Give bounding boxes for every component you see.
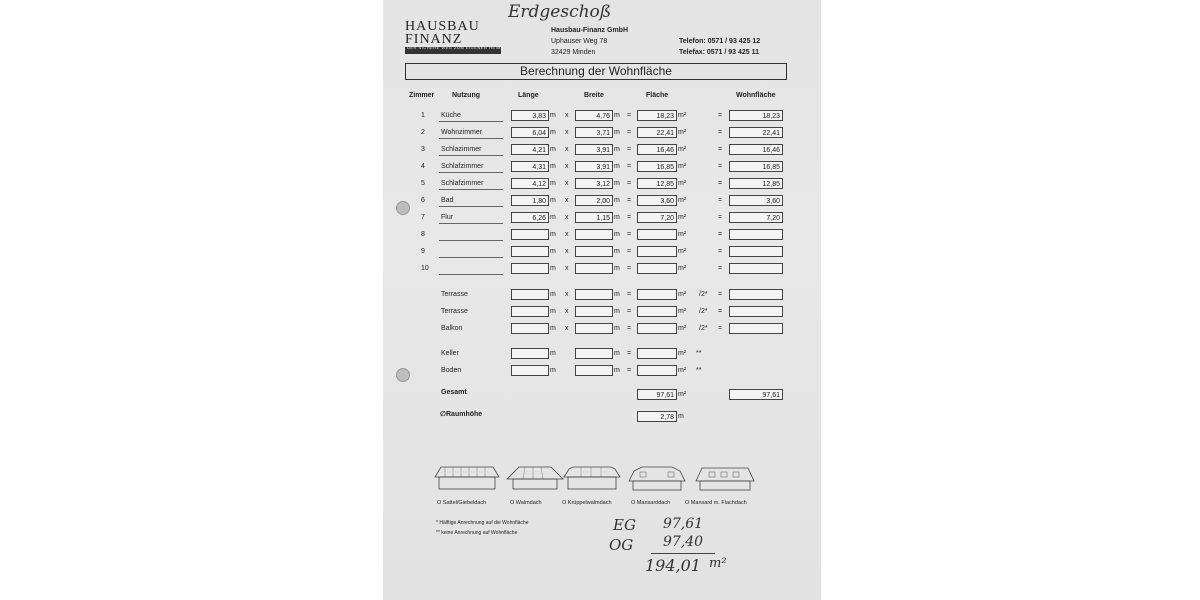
company-phone: Telefon: 0571 / 93 425 12 bbox=[679, 38, 761, 45]
outdoor-length bbox=[511, 306, 549, 317]
multiply-sign: x bbox=[565, 163, 569, 170]
room-width bbox=[575, 263, 613, 274]
equals-sign: = bbox=[627, 367, 632, 374]
mansard-flat-roof-house-icon bbox=[693, 465, 757, 491]
room-living-area bbox=[729, 263, 783, 274]
room-number: 10 bbox=[421, 265, 429, 272]
length-unit: m bbox=[550, 231, 556, 238]
equals-sign: = bbox=[627, 112, 632, 119]
basement-width bbox=[575, 365, 613, 376]
area-unit: m² bbox=[678, 248, 687, 255]
area-unit: m² bbox=[678, 180, 687, 187]
length-unit: m bbox=[550, 350, 556, 357]
equals-sign: = bbox=[718, 197, 723, 204]
width-unit: m bbox=[614, 146, 620, 153]
width-unit: m bbox=[614, 197, 620, 204]
equals-sign: = bbox=[718, 129, 723, 136]
length-unit: m bbox=[550, 291, 556, 298]
room-number: 5 bbox=[421, 180, 425, 187]
area-unit: m² bbox=[678, 146, 687, 153]
length-unit: m bbox=[550, 146, 556, 153]
room-height-label: ∅Raumhöhe bbox=[440, 411, 483, 418]
width-unit: m bbox=[614, 163, 620, 170]
room-living-area bbox=[729, 246, 783, 257]
hand-total-unit: m² bbox=[709, 556, 727, 571]
width-unit: m bbox=[614, 265, 620, 272]
area-unit: m² bbox=[678, 265, 687, 272]
roof-option-mansard-flat: O Mansard m. Flachdach bbox=[685, 500, 747, 506]
multiply-sign: x bbox=[565, 265, 569, 272]
footnote-half: * Hälftige Anrechnung auf die Wohnfläche bbox=[436, 520, 529, 526]
length-unit: m bbox=[550, 197, 556, 204]
room-width: 3,71 bbox=[575, 127, 613, 138]
roof-option-walm: O Walmdach bbox=[510, 500, 542, 506]
no-count-marker: ** bbox=[696, 350, 702, 357]
room-number: 1 bbox=[421, 112, 425, 119]
company-address bbox=[551, 25, 628, 58]
equals-sign: = bbox=[718, 325, 723, 332]
length-unit: m bbox=[550, 308, 556, 315]
company-street: Uphauser Weg 78 bbox=[551, 38, 608, 45]
room-row bbox=[383, 262, 821, 276]
room-number: 3 bbox=[421, 146, 425, 153]
equals-sign: = bbox=[627, 129, 632, 136]
half-marker: /2* bbox=[699, 325, 708, 332]
room-width bbox=[575, 246, 613, 257]
width-unit: m bbox=[614, 112, 620, 119]
mansard-roof-house-icon bbox=[626, 465, 688, 491]
length-unit: m bbox=[550, 129, 556, 136]
equals-sign: = bbox=[627, 291, 632, 298]
col-header-wohnflaeche: Wohnfläche bbox=[736, 92, 776, 99]
room-length: 3,83 bbox=[511, 110, 549, 121]
length-unit: m bbox=[550, 265, 556, 272]
outdoor-living-area bbox=[729, 306, 783, 317]
room-row bbox=[383, 228, 821, 242]
room-living-area: 16,46 bbox=[729, 144, 783, 155]
roof-option-kruppelwalm: O Krüppelwalmdach bbox=[562, 500, 612, 506]
equals-sign: = bbox=[718, 248, 723, 255]
multiply-sign: x bbox=[565, 197, 569, 204]
room-living-area: 16,85 bbox=[729, 161, 783, 172]
outdoor-label: Terrasse bbox=[441, 308, 468, 315]
area-unit: m² bbox=[678, 129, 687, 136]
outdoor-row bbox=[383, 288, 821, 302]
room-area: 18,23 bbox=[637, 110, 677, 121]
room-width: 3,91 bbox=[575, 161, 613, 172]
multiply-sign: x bbox=[565, 308, 569, 315]
outdoor-row bbox=[383, 305, 821, 319]
handwritten-floor-label: Erdgeschoß bbox=[508, 2, 612, 22]
room-name bbox=[439, 229, 503, 241]
company-name: Hausbau-Finanz GmbH bbox=[551, 27, 629, 34]
hand-og-label: OG bbox=[609, 536, 634, 554]
room-area: 7,20 bbox=[637, 212, 677, 223]
col-header-flaeche: Fläche bbox=[646, 92, 669, 99]
outdoor-label: Balkon bbox=[441, 325, 463, 332]
basement-label: Keller bbox=[441, 350, 459, 357]
width-unit: m bbox=[614, 308, 620, 315]
equals-sign: = bbox=[718, 112, 723, 119]
room-row bbox=[383, 211, 821, 225]
width-unit: m bbox=[614, 291, 620, 298]
area-unit: m² bbox=[678, 325, 687, 332]
basement-length bbox=[511, 365, 549, 376]
outdoor-row bbox=[383, 322, 821, 336]
col-header-breite: Breite bbox=[584, 92, 604, 99]
multiply-sign: x bbox=[565, 146, 569, 153]
area-unit: m² bbox=[678, 163, 687, 170]
area-unit: m² bbox=[678, 214, 687, 221]
basement-row bbox=[383, 347, 821, 361]
length-unit: m bbox=[550, 325, 556, 332]
room-height-value: 2,78 bbox=[637, 411, 677, 422]
basement-label: Boden bbox=[441, 367, 462, 374]
room-number: 6 bbox=[421, 197, 425, 204]
room-area: 12,85 bbox=[637, 178, 677, 189]
multiply-sign: x bbox=[565, 129, 569, 136]
area-unit: m² bbox=[678, 197, 687, 204]
document-page bbox=[383, 0, 821, 600]
room-area bbox=[637, 229, 677, 240]
length-unit: m bbox=[550, 112, 556, 119]
equals-sign: = bbox=[718, 265, 723, 272]
equals-sign: = bbox=[627, 248, 632, 255]
company-city: 32429 Minden bbox=[551, 49, 596, 56]
length-unit: m bbox=[550, 248, 556, 255]
company-logo bbox=[405, 20, 503, 54]
room-width: 1,15 bbox=[575, 212, 613, 223]
width-unit: m bbox=[614, 248, 620, 255]
area-unit: m² bbox=[678, 112, 687, 119]
half-marker: /2* bbox=[699, 291, 708, 298]
room-row bbox=[383, 194, 821, 208]
room-length: 4,31 bbox=[511, 161, 549, 172]
room-number: 2 bbox=[421, 129, 425, 136]
total-area-value: 97,61 bbox=[637, 389, 677, 400]
room-row bbox=[383, 143, 821, 157]
multiply-sign: x bbox=[565, 214, 569, 221]
length-unit: m bbox=[550, 214, 556, 221]
room-row bbox=[383, 109, 821, 123]
outdoor-width bbox=[575, 289, 613, 300]
equals-sign: = bbox=[627, 214, 632, 221]
half-marker: /2* bbox=[699, 308, 708, 315]
hand-total-value: 194,01 bbox=[645, 556, 701, 575]
room-width: 3,91 bbox=[575, 144, 613, 155]
room-length: 4,21 bbox=[511, 144, 549, 155]
multiply-sign: x bbox=[565, 112, 569, 119]
room-length bbox=[511, 229, 549, 240]
equals-sign: = bbox=[627, 265, 632, 272]
outdoor-length bbox=[511, 323, 549, 334]
width-unit: m bbox=[614, 325, 620, 332]
room-width: 2,00 bbox=[575, 195, 613, 206]
outdoor-area bbox=[637, 306, 677, 317]
roof-option-sattel: O Sattel/Giebeldach bbox=[437, 500, 487, 506]
room-area bbox=[637, 263, 677, 274]
room-name: Bad bbox=[439, 195, 503, 207]
room-length: 6,04 bbox=[511, 127, 549, 138]
length-unit: m bbox=[550, 163, 556, 170]
room-row bbox=[383, 126, 821, 140]
basement-width bbox=[575, 348, 613, 359]
hand-og-value: 97,40 bbox=[663, 534, 704, 550]
room-number: 4 bbox=[421, 163, 425, 170]
form-title: Berechnung der Wohnfläche bbox=[405, 63, 787, 80]
area-unit: m² bbox=[678, 291, 687, 298]
room-width: 3,12 bbox=[575, 178, 613, 189]
equals-sign: = bbox=[718, 146, 723, 153]
equals-sign: = bbox=[718, 163, 723, 170]
outdoor-length bbox=[511, 289, 549, 300]
room-name: Flur bbox=[439, 212, 503, 224]
room-name: Schlafzimmer bbox=[439, 161, 503, 173]
width-unit: m bbox=[614, 231, 620, 238]
width-unit: m bbox=[614, 214, 620, 221]
outdoor-living-area bbox=[729, 323, 783, 334]
punch-hole-bottom bbox=[396, 368, 410, 382]
room-name bbox=[439, 263, 503, 275]
room-name: Küche bbox=[439, 110, 503, 122]
logo-tagline: DER SICHERE WEG ZUM EIGENEN HEIM bbox=[407, 46, 501, 50]
hand-eg-value: 97,61 bbox=[663, 516, 704, 532]
room-living-area: 12,85 bbox=[729, 178, 783, 189]
total-area-unit: m² bbox=[678, 391, 687, 398]
footnote-none: ** keine Anrechnung auf Wohnfläche bbox=[436, 530, 518, 536]
area-unit: m² bbox=[678, 231, 687, 238]
room-width: 4,76 bbox=[575, 110, 613, 121]
room-living-area bbox=[729, 229, 783, 240]
outdoor-width bbox=[575, 323, 613, 334]
room-name: Schlazimmer bbox=[439, 144, 503, 156]
width-unit: m bbox=[614, 350, 620, 357]
logo-line-1: HAUSBAU bbox=[405, 19, 480, 34]
multiply-sign: x bbox=[565, 291, 569, 298]
basement-length bbox=[511, 348, 549, 359]
length-unit: m bbox=[550, 367, 556, 374]
hand-eg-label: EG bbox=[613, 516, 636, 534]
width-unit: m bbox=[614, 180, 620, 187]
room-row bbox=[383, 245, 821, 259]
equals-sign: = bbox=[718, 231, 723, 238]
room-length bbox=[511, 246, 549, 257]
total-label: Gesamt bbox=[441, 389, 467, 396]
col-header-zimmer: Zimmer bbox=[409, 92, 435, 99]
width-unit: m bbox=[614, 129, 620, 136]
equals-sign: = bbox=[627, 231, 632, 238]
room-living-area: 22,41 bbox=[729, 127, 783, 138]
total-living-area-value: 97,61 bbox=[729, 389, 783, 400]
room-number: 9 bbox=[421, 248, 425, 255]
equals-sign: = bbox=[627, 197, 632, 204]
multiply-sign: x bbox=[565, 248, 569, 255]
no-count-marker: ** bbox=[696, 367, 702, 374]
punch-hole-top bbox=[396, 201, 410, 215]
area-unit: m² bbox=[678, 350, 687, 357]
logo-line-2: FINANZ bbox=[405, 32, 463, 47]
multiply-sign: x bbox=[565, 325, 569, 332]
room-area: 22,41 bbox=[637, 127, 677, 138]
roof-option-mansard: O Mansarddach bbox=[631, 500, 671, 506]
room-area: 16,46 bbox=[637, 144, 677, 155]
room-width bbox=[575, 229, 613, 240]
company-contact bbox=[679, 36, 760, 58]
basement-row bbox=[383, 364, 821, 378]
col-header-laenge: Länge bbox=[518, 92, 539, 99]
equals-sign: = bbox=[627, 308, 632, 315]
equals-sign: = bbox=[627, 325, 632, 332]
room-area: 3,60 bbox=[637, 195, 677, 206]
room-height-unit: m bbox=[678, 413, 684, 420]
outdoor-area bbox=[637, 289, 677, 300]
saddle-roof-house-icon bbox=[431, 465, 503, 491]
room-length: 1,80 bbox=[511, 195, 549, 206]
room-name bbox=[439, 246, 503, 258]
equals-sign: = bbox=[627, 180, 632, 187]
equals-sign: = bbox=[718, 180, 723, 187]
multiply-sign: x bbox=[565, 180, 569, 187]
area-unit: m² bbox=[678, 367, 687, 374]
company-fax: Telefax: 0571 / 93 425 11 bbox=[679, 49, 760, 56]
outdoor-width bbox=[575, 306, 613, 317]
width-unit: m bbox=[614, 367, 620, 374]
room-living-area: 7,20 bbox=[729, 212, 783, 223]
half-hip-roof-house-icon bbox=[561, 465, 623, 491]
room-length bbox=[511, 263, 549, 274]
room-length: 6,26 bbox=[511, 212, 549, 223]
equals-sign: = bbox=[718, 214, 723, 221]
room-number: 8 bbox=[421, 231, 425, 238]
room-area: 16,85 bbox=[637, 161, 677, 172]
outdoor-area bbox=[637, 323, 677, 334]
multiply-sign: x bbox=[565, 231, 569, 238]
hand-sum-line bbox=[651, 553, 715, 554]
equals-sign: = bbox=[627, 146, 632, 153]
equals-sign: = bbox=[627, 163, 632, 170]
equals-sign: = bbox=[627, 350, 632, 357]
outdoor-living-area bbox=[729, 289, 783, 300]
area-unit: m² bbox=[678, 308, 687, 315]
basement-area bbox=[637, 348, 677, 359]
equals-sign: = bbox=[718, 291, 723, 298]
hip-roof-house-icon bbox=[505, 465, 565, 491]
room-name: Schlafzimmer bbox=[439, 178, 503, 190]
room-length: 4,12 bbox=[511, 178, 549, 189]
room-name: Wohnzimmer bbox=[439, 127, 503, 139]
room-row bbox=[383, 177, 821, 191]
outdoor-label: Terrasse bbox=[441, 291, 468, 298]
col-header-nutzung: Nutzung bbox=[452, 92, 480, 99]
room-living-area: 18,23 bbox=[729, 110, 783, 121]
length-unit: m bbox=[550, 180, 556, 187]
room-number: 7 bbox=[421, 214, 425, 221]
room-row bbox=[383, 160, 821, 174]
room-living-area: 3,60 bbox=[729, 195, 783, 206]
room-area bbox=[637, 246, 677, 257]
equals-sign: = bbox=[718, 308, 723, 315]
basement-area bbox=[637, 365, 677, 376]
